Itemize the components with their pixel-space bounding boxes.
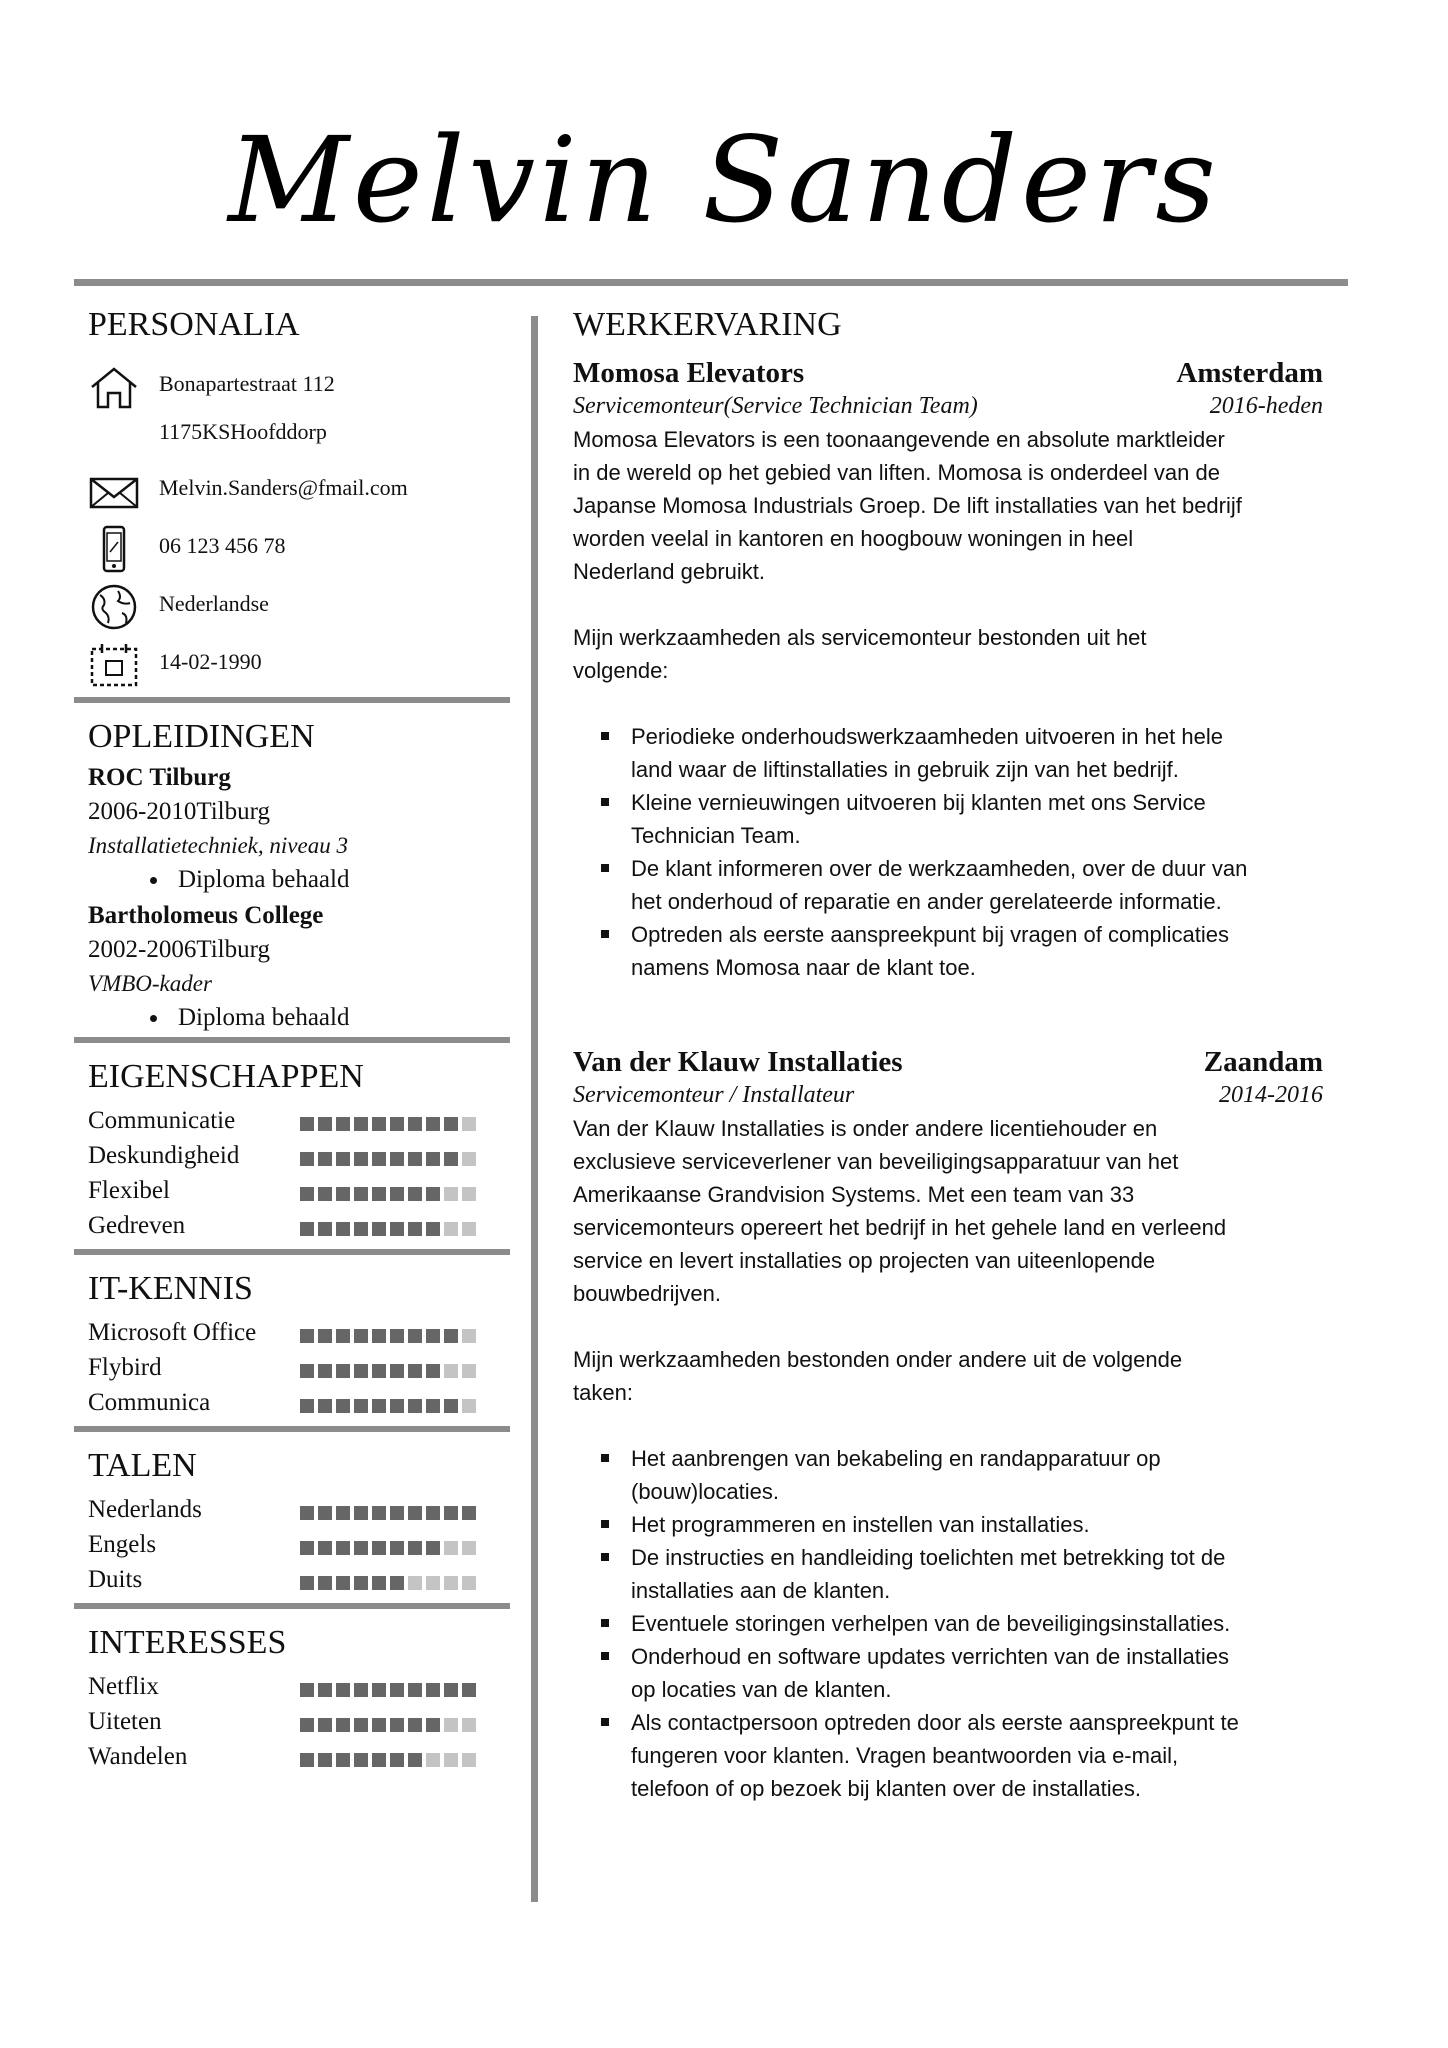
meter-square [318, 1683, 332, 1697]
meter-square [426, 1683, 440, 1697]
meter-square [354, 1329, 368, 1343]
meter-square [390, 1541, 404, 1555]
intro-line: volgende: [573, 658, 669, 683]
skill-row [88, 1210, 510, 1245]
meter-square [372, 1541, 386, 1555]
skill-meter [300, 1329, 476, 1343]
meter-square [372, 1683, 386, 1697]
skill-meter [300, 1753, 476, 1767]
meter-square [336, 1187, 350, 1201]
meter-square [300, 1187, 314, 1201]
task-line: telefoon of op bezoek bij klanten over de installaties. [631, 1776, 1141, 1801]
contact-nationality [74, 577, 510, 635]
skill-meter [300, 1683, 476, 1697]
meter-square [390, 1329, 404, 1343]
meter-square [444, 1329, 458, 1343]
skill-row [88, 1529, 510, 1564]
meter-square [372, 1576, 386, 1590]
meter-square [372, 1152, 386, 1166]
meter-square [426, 1187, 440, 1201]
skill-label: Uiteten [88, 1708, 162, 1735]
meter-square [372, 1329, 386, 1343]
meter-square [318, 1117, 332, 1131]
right-column [563, 286, 1323, 1805]
skill-meter [300, 1576, 476, 1590]
home-icon [88, 363, 140, 411]
bullet-square [601, 1520, 609, 1528]
intro-line: taken: [573, 1380, 633, 1405]
email-text: Melvin.Sanders@fmail.com [159, 475, 408, 500]
skill-row [88, 1494, 510, 1529]
skill-meter [300, 1506, 476, 1520]
meter-square [300, 1753, 314, 1767]
skill-meter [300, 1152, 476, 1166]
meter-square [336, 1117, 350, 1131]
bullet-square [601, 798, 609, 806]
calendar-icon [88, 641, 140, 689]
meter-square [462, 1399, 476, 1413]
task-line: Het aanbrengen van bekabeling en randapparatuur op [631, 1446, 1161, 1471]
description-line: Momosa Elevators is een toonaangevende en absolute marktleider [573, 427, 1225, 452]
description-line: bouwbedrijven. [573, 1281, 721, 1306]
meter-square [390, 1399, 404, 1413]
task-line: op locaties van de klanten. [631, 1677, 892, 1702]
meter-square [426, 1576, 440, 1590]
skill-meter [300, 1117, 476, 1131]
meter-square [444, 1683, 458, 1697]
meter-square [318, 1329, 332, 1343]
meter-square [372, 1222, 386, 1236]
contact-city [74, 415, 510, 461]
meter-square [462, 1117, 476, 1131]
meter-square [300, 1506, 314, 1520]
meter-square [354, 1222, 368, 1236]
meter-square [408, 1753, 422, 1767]
task-line: Periodieke onderhoudswerkzaamheden uitvoeren in het hele [631, 724, 1223, 749]
task-line: De klant informeren over de werkzaamheden, over de duur van [631, 856, 1248, 881]
meter-square [444, 1718, 458, 1732]
task-item [573, 1640, 1323, 1706]
meter-square [408, 1329, 422, 1343]
skill-label: Flexibel [88, 1177, 170, 1204]
task-line: Als contactpersoon optreden door als eerste aanspreekpunt te [631, 1710, 1239, 1735]
nationality-text: Nederlandse [159, 591, 269, 616]
meter-square [390, 1683, 404, 1697]
task-item [573, 1508, 1323, 1541]
intro-line: Mijn werkzaamheden als servicemonteur bestonden uit het [573, 625, 1147, 650]
bullet-dot [150, 877, 157, 884]
task-line: het onderhoud of reparatie en ander gerelateerde informatie. [631, 889, 1222, 914]
section-title-it-kennis: IT-KENNIS [88, 1270, 253, 1307]
task-item [573, 786, 1323, 852]
meter-square [336, 1541, 350, 1555]
meter-square [300, 1152, 314, 1166]
description-line: Japanse Momosa Industrials Groep. De lift installaties van het bedrijf [573, 493, 1242, 518]
meter-square [300, 1329, 314, 1343]
bullet-square [601, 930, 609, 938]
skill-meter [300, 1718, 476, 1732]
meter-square [372, 1718, 386, 1732]
meter-square [444, 1399, 458, 1413]
meter-square [354, 1187, 368, 1201]
description-line: Van der Klauw Installaties is onder andere licentiehouder en [573, 1116, 1158, 1141]
meter-square [336, 1152, 350, 1166]
job-company: Van der Klauw Installaties [573, 1046, 903, 1078]
meter-square [390, 1718, 404, 1732]
meter-square [462, 1541, 476, 1555]
meter-square [318, 1506, 332, 1520]
meter-square [318, 1399, 332, 1413]
task-item [573, 1541, 1323, 1607]
meter-square [462, 1329, 476, 1343]
skill-meter [300, 1222, 476, 1236]
meter-square [354, 1541, 368, 1555]
meter-square [444, 1506, 458, 1520]
skill-row [88, 1671, 510, 1706]
skill-label: Duits [88, 1566, 143, 1593]
contact-phone [74, 519, 510, 577]
school-name: Bartholomeus College [88, 902, 324, 929]
education-period: 2006-2010Tilburg [88, 798, 270, 825]
bullet-square [601, 864, 609, 872]
section-title-interesses: INTERESSES [88, 1624, 287, 1661]
meter-square [426, 1117, 440, 1131]
it-kennis-list [74, 1317, 510, 1422]
cv-name-heading: Melvin Sanders [228, 111, 1220, 249]
job-subheader [573, 393, 1323, 423]
meter-square [354, 1683, 368, 1697]
job-role: Servicemonteur(Service Technician Team) [573, 393, 978, 419]
skill-label: Gedreven [88, 1212, 186, 1239]
meter-square [426, 1541, 440, 1555]
job-tasks-intro [573, 621, 1323, 687]
skill-row [88, 1564, 510, 1599]
contact-address [74, 357, 510, 415]
bullet-square [601, 1619, 609, 1627]
task-item [573, 1442, 1323, 1508]
education-course: Installatietechniek, niveau 3 [88, 833, 348, 858]
meter-square [426, 1329, 440, 1343]
skill-row [88, 1741, 510, 1776]
meter-square [354, 1506, 368, 1520]
meter-square [300, 1222, 314, 1236]
meter-square [372, 1753, 386, 1767]
interesses-list [74, 1671, 510, 1776]
task-line: fungeren voor klanten. Vragen beantwoorden via e-mail, [631, 1743, 1179, 1768]
meter-square [444, 1541, 458, 1555]
meter-square [444, 1364, 458, 1378]
job-role: Servicemonteur / Installateur [573, 1082, 855, 1108]
meter-square [318, 1718, 332, 1732]
meter-square [408, 1541, 422, 1555]
meter-square [426, 1506, 440, 1520]
meter-square [318, 1576, 332, 1590]
description-line: servicemonteurs opereert het bedrijf in het gehele land en verleend [573, 1215, 1227, 1240]
section-title-talen: TALEN [88, 1447, 197, 1484]
eigenschappen-list [74, 1105, 510, 1245]
mail-icon [88, 467, 140, 515]
meter-square [300, 1364, 314, 1378]
education-period: 2002-2006Tilburg [88, 936, 270, 963]
meter-square [462, 1576, 476, 1590]
bullet-square [601, 1718, 609, 1726]
meter-square [444, 1152, 458, 1166]
skill-meter [300, 1541, 476, 1555]
skill-label: Flybird [88, 1354, 162, 1381]
contact-birthdate [74, 635, 510, 693]
meter-square [390, 1506, 404, 1520]
section-title-eigenschappen: EIGENSCHAPPEN [88, 1058, 364, 1095]
task-line: Optreden als eerste aanspreekpunt bij vragen of complicaties [631, 922, 1230, 947]
meter-square [300, 1576, 314, 1590]
meter-square [390, 1187, 404, 1201]
skill-row [88, 1140, 510, 1175]
meter-square [426, 1222, 440, 1236]
skill-label: Netflix [88, 1673, 159, 1700]
meter-square [300, 1117, 314, 1131]
task-line: Onderhoud en software updates verrichten van de installaties [631, 1644, 1230, 1669]
skill-row [88, 1387, 510, 1422]
meter-square [462, 1187, 476, 1201]
skill-row [88, 1352, 510, 1387]
birthdate-text: 14-02-1990 [159, 649, 262, 674]
meter-square [354, 1753, 368, 1767]
meter-square [372, 1364, 386, 1378]
meter-square [408, 1576, 422, 1590]
meter-square [354, 1576, 368, 1590]
task-item [573, 918, 1323, 984]
skill-row [88, 1317, 510, 1352]
meter-square [426, 1364, 440, 1378]
meter-square [462, 1718, 476, 1732]
job-description [573, 1112, 1323, 1310]
section-title-personalia: PERSONALIA [88, 306, 300, 343]
meter-square [408, 1718, 422, 1732]
meter-square [390, 1364, 404, 1378]
job-company: Momosa Elevators [573, 357, 805, 389]
job-subheader [573, 1082, 1323, 1112]
task-item [573, 1607, 1323, 1640]
skill-label: Communicatie [88, 1107, 236, 1134]
column-divider [531, 316, 538, 1902]
education-course: VMBO-kader [88, 971, 212, 996]
meter-square [462, 1222, 476, 1236]
education-result-text: Diploma behaald [178, 1004, 350, 1031]
task-line: Het programmeren en instellen van installaties. [631, 1512, 1090, 1537]
meter-square [318, 1187, 332, 1201]
task-line: De instructies en handleiding toelichten met betrekking tot de [631, 1545, 1226, 1570]
meter-square [354, 1399, 368, 1413]
meter-square [462, 1683, 476, 1697]
skill-meter [300, 1364, 476, 1378]
meter-square [318, 1753, 332, 1767]
meter-square [390, 1152, 404, 1166]
meter-square [354, 1718, 368, 1732]
meter-square [336, 1399, 350, 1413]
job-city: Amsterdam [1176, 357, 1323, 389]
task-line: namens Momosa naar de klant toe. [631, 955, 976, 980]
job-tasks-intro [573, 1343, 1323, 1409]
left-column [74, 286, 510, 1776]
meter-square [426, 1718, 440, 1732]
top-divider [74, 279, 1348, 286]
meter-square [318, 1152, 332, 1166]
meter-square [336, 1683, 350, 1697]
meter-square [336, 1576, 350, 1590]
meter-square [372, 1187, 386, 1201]
school-name: ROC Tilburg [88, 764, 231, 791]
job-period: 2014-2016 [1219, 1082, 1323, 1108]
section-title-werkervaring: WERKERVARING [573, 306, 842, 343]
skill-label: Wandelen [88, 1743, 188, 1770]
education-result [88, 863, 510, 897]
meter-square [336, 1222, 350, 1236]
description-line: Amerikaanse Grandvision Systems. Met een team van 33 [573, 1182, 1135, 1207]
skill-row [88, 1105, 510, 1140]
meter-square [426, 1152, 440, 1166]
skill-meter [300, 1399, 476, 1413]
globe-icon [88, 583, 140, 631]
meter-square [300, 1541, 314, 1555]
task-item [573, 720, 1323, 786]
meter-square [462, 1753, 476, 1767]
education-result [88, 1001, 510, 1035]
task-item [573, 852, 1323, 918]
meter-square [318, 1364, 332, 1378]
job-description [573, 423, 1323, 588]
task-line: land waar de liftinstallaties in gebruik zijn van het bedrijf. [631, 757, 1179, 782]
meter-square [336, 1718, 350, 1732]
meter-square [318, 1541, 332, 1555]
meter-square [336, 1329, 350, 1343]
bullet-square [601, 1454, 609, 1462]
meter-square [408, 1506, 422, 1520]
meter-square [390, 1222, 404, 1236]
meter-square [372, 1399, 386, 1413]
meter-square [336, 1364, 350, 1378]
description-line: exclusieve serviceverlener van beveiligingsapparatuur van het [573, 1149, 1179, 1174]
contact-email [74, 461, 510, 519]
skill-meter [300, 1187, 476, 1201]
talen-list [74, 1494, 510, 1599]
meter-square [462, 1506, 476, 1520]
meter-square [444, 1222, 458, 1236]
skill-label: Communica [88, 1389, 211, 1416]
meter-square [408, 1222, 422, 1236]
section-title-opleidingen: OPLEIDINGEN [88, 718, 315, 755]
meter-square [408, 1683, 422, 1697]
education-list [88, 761, 510, 1035]
phone-icon [88, 525, 140, 573]
meter-square [408, 1399, 422, 1413]
meter-square [300, 1399, 314, 1413]
meter-square [444, 1187, 458, 1201]
skill-row [88, 1706, 510, 1741]
meter-square [336, 1753, 350, 1767]
address-line-2: 1175KSHoofddorp [159, 419, 327, 444]
meter-square [462, 1364, 476, 1378]
meter-square [444, 1576, 458, 1590]
skill-label: Deskundigheid [88, 1142, 240, 1169]
task-line: Kleine vernieuwingen uitvoeren bij klanten met ons Service [631, 790, 1206, 815]
meter-square [444, 1753, 458, 1767]
meter-square [300, 1718, 314, 1732]
task-line: installaties aan de klanten. [631, 1578, 891, 1603]
jobs-list [573, 349, 1323, 1805]
job-header [573, 357, 1323, 393]
meter-square [372, 1117, 386, 1131]
education-result-text: Diploma behaald [178, 866, 350, 893]
skill-row [88, 1175, 510, 1210]
description-line: Nederland gebruikt. [573, 559, 766, 584]
task-line: Technician Team. [631, 823, 801, 848]
bullet-square [601, 1553, 609, 1561]
meter-square [408, 1117, 422, 1131]
meter-square [318, 1222, 332, 1236]
meter-square [426, 1399, 440, 1413]
meter-square [354, 1117, 368, 1131]
meter-square [354, 1152, 368, 1166]
meter-square [408, 1152, 422, 1166]
meter-square [354, 1364, 368, 1378]
meter-square [336, 1506, 350, 1520]
task-item [573, 1706, 1323, 1805]
meter-square [408, 1364, 422, 1378]
meter-square [390, 1117, 404, 1131]
meter-square [372, 1506, 386, 1520]
description-line: service en levert installaties op projecten van uiteenlopende [573, 1248, 1156, 1273]
skill-label: Microsoft Office [88, 1319, 257, 1346]
bullet-square [601, 1652, 609, 1660]
phone-text: 06 123 456 78 [159, 533, 286, 558]
bullet-dot [150, 1015, 157, 1022]
intro-line: Mijn werkzaamheden bestonden onder andere uit de volgende [573, 1347, 1183, 1372]
meter-square [462, 1152, 476, 1166]
address-line-1: Bonapartestraat 112 [159, 371, 335, 396]
meter-square [390, 1576, 404, 1590]
meter-square [444, 1117, 458, 1131]
skill-label: Nederlands [88, 1496, 202, 1523]
meter-square [390, 1753, 404, 1767]
job-header [573, 1046, 1323, 1082]
description-line: worden veelal in kantoren en hoogbouw woningen in heel [573, 526, 1134, 551]
meter-square [408, 1187, 422, 1201]
skill-label: Engels [88, 1531, 157, 1558]
description-line: in de wereld op het gebied van liften. Momosa is onderdeel van de [573, 460, 1220, 485]
meter-square [426, 1753, 440, 1767]
job-city: Zaandam [1203, 1046, 1323, 1078]
meter-square [300, 1683, 314, 1697]
bullet-square [601, 732, 609, 740]
job-period: 2016-heden [1209, 393, 1323, 419]
task-line: Eventuele storingen verhelpen van de beveiligingsinstallaties. [631, 1611, 1231, 1636]
task-line: (bouw)locaties. [631, 1479, 779, 1504]
